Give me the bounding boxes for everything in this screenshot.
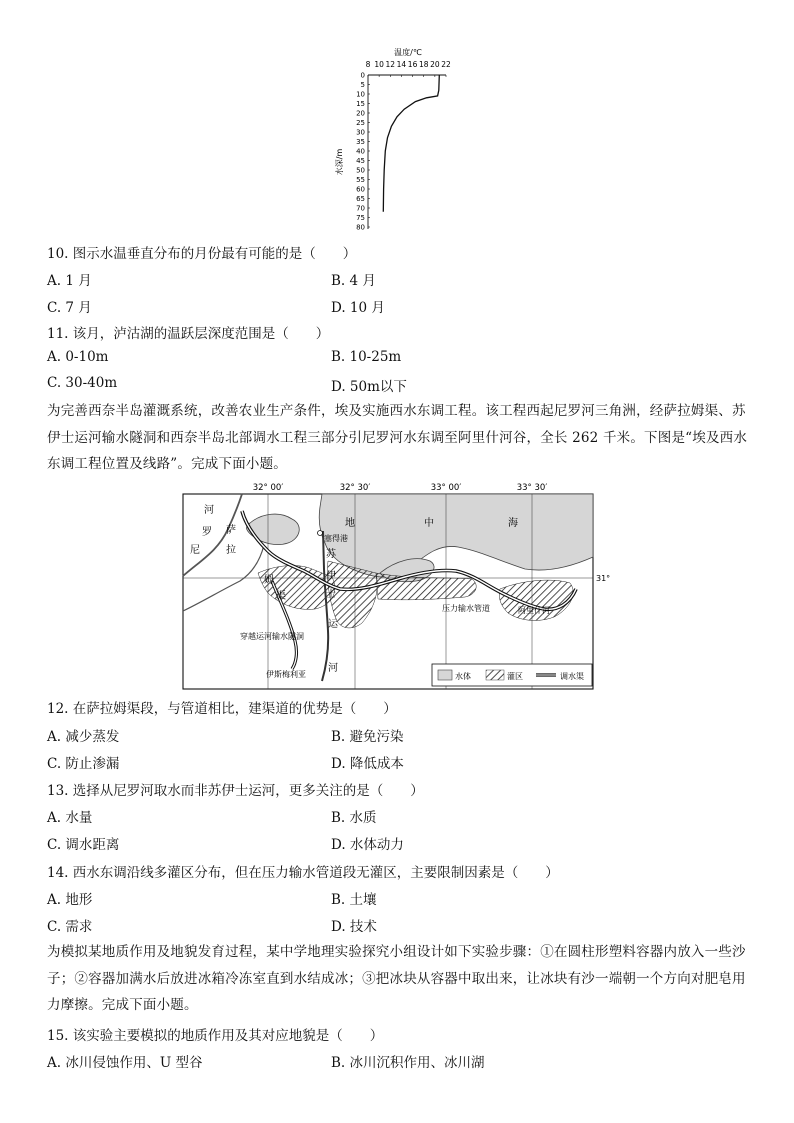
question-13-option-d: D. 水体动力 <box>331 837 404 853</box>
x-tick-label: 8 <box>365 60 371 69</box>
y-tick-label: 65 <box>356 194 365 203</box>
lon-label-33-00: 33° 00′ <box>430 483 462 493</box>
passage-glacier-experiment: 为模拟某地质作用及地貌发育过程，某中学地理实验探究小组设计如下实验步骤：①在圆柱形塑料容器内放入一些沙子；②容器加满水后放进冰箱冷冻室直到水结成冰；③把冰块从容器中取出来，让冰块有沙一端朝一个方向对肥皂用力摩擦。完成下面小题。 <box>47 944 746 1013</box>
question-14-stem: 14. 西水东调沿线多灌区分布，但在压力输水管道段无灌区，主要限制因素是（ ） <box>47 865 559 881</box>
question-15-stem: 15. 该实验主要模拟的地质作用及其对应地貌是（ ） <box>47 1028 384 1044</box>
nile-char-2: 罗 <box>202 527 212 538</box>
suez-char-1: 苏 <box>326 549 336 560</box>
question-11-option-c: C. 30-40m <box>47 375 118 391</box>
port-said-marker <box>318 531 323 536</box>
x-tick-label: 20 <box>430 60 440 69</box>
question-14-option-c: C. 需求 <box>47 919 93 935</box>
chart-ylabel: 水深/m <box>335 148 344 176</box>
question-15-option-b: B. 冰川沉积作用、冰川湖 <box>331 1055 485 1071</box>
arish-label: 阿里什河 <box>518 606 550 615</box>
nile-char-3: 尼 <box>190 545 200 556</box>
y-tick-label: 20 <box>356 109 365 118</box>
nile-char-1: 河 <box>204 505 214 516</box>
y-tick-label: 45 <box>356 156 365 165</box>
port-said-label: 塞得港 <box>324 534 348 543</box>
legend-irrigation-swatch <box>486 670 504 680</box>
sea-char-3: 海 <box>508 518 518 529</box>
salam-char-1: 萨 <box>226 525 236 536</box>
temperature-profile-line <box>383 75 439 212</box>
tunnel-label: 穿越运河输水隧洞 <box>240 632 304 641</box>
question-12-option-b: B. 避免污染 <box>331 729 404 745</box>
y-tick-label: 0 <box>360 71 365 80</box>
y-tick-label: 50 <box>356 166 365 175</box>
lat-label-31: 31° <box>596 574 611 583</box>
chart-xlabel: 温度/℃ <box>394 48 422 57</box>
question-12-stem: 12. 在萨拉姆渠段，与管道相比，建渠道的优势是（ ） <box>47 701 397 717</box>
y-tick-label: 10 <box>356 90 365 99</box>
question-13-option-c: C. 调水距离 <box>47 837 120 853</box>
y-tick-label: 60 <box>356 185 365 194</box>
temperature-depth-chart <box>330 44 460 236</box>
lon-label-33-30: 33° 30′ <box>516 483 548 493</box>
passage-water-transfer: 为完善西奈半岛灌溉系统，改善农业生产条件，埃及实施西水东调工程。该工程西起尼罗河三角洲，经萨拉姆渠、苏伊士运河输水隧洞和西奈半岛北部调水工程三部分引尼罗河水东调至阿里什河谷，全长 262 千米。下图是“埃及西水东调工程位置及线路”。完成下面小题。 <box>47 403 748 472</box>
question-12-option-d: D. 降低成本 <box>331 756 404 772</box>
salam-char-4: 渠 <box>276 591 286 602</box>
sea-char-1: 地 <box>345 518 355 529</box>
salam-char-3: 姆 <box>264 575 274 586</box>
y-tick-label: 70 <box>356 204 365 213</box>
legend-canal-label: 调水渠 <box>560 672 584 681</box>
question-13-stem: 13. 选择从尼罗河取水而非苏伊士运河，更多关注的是（ ） <box>47 783 424 799</box>
x-tick-label: 14 <box>396 60 407 69</box>
question-14-option-b: B. 土壤 <box>331 892 377 908</box>
y-tick-label: 40 <box>356 147 365 156</box>
question-11-option-b: B. 10-25m <box>331 349 402 365</box>
y-tick-label: 30 <box>356 128 365 137</box>
question-11-option-d: D. 50m以下 <box>331 379 407 395</box>
question-11-stem: 11. 该月，泸沽湖的温跃层深度范围是（ ） <box>47 326 330 342</box>
question-15-option-a: A. 冰川侵蚀作用、U 型谷 <box>47 1055 203 1071</box>
y-tick-label: 15 <box>356 99 365 108</box>
question-10-option-c: C. 7 月 <box>47 300 92 316</box>
water-transfer-map <box>180 481 611 691</box>
suez-char-5: 河 <box>328 663 338 674</box>
question-10-option-a: A. 1 月 <box>47 273 92 289</box>
x-tick-label: 10 <box>374 60 384 69</box>
ismailia-label: 伊斯梅利亚 <box>266 670 306 679</box>
y-tick-label: 75 <box>356 213 365 222</box>
x-tick-labels <box>366 60 451 77</box>
salam-char-2: 拉 <box>226 545 236 556</box>
sea-char-2: 中 <box>424 518 434 529</box>
question-10-option-d: D. 10 月 <box>331 300 385 316</box>
legend-water-label: 水体 <box>455 672 471 681</box>
pipeline-label: 压力输水管道 <box>442 604 490 613</box>
suez-char-4: 运 <box>328 619 338 630</box>
x-tick-label: 16 <box>407 60 418 69</box>
y-tick-label: 80 <box>356 223 365 232</box>
question-14-option-d: D. 技术 <box>331 919 377 935</box>
y-tick-label: 5 <box>360 80 365 89</box>
x-tick-label: 18 <box>418 60 429 69</box>
suez-char-3: 士 <box>326 589 336 600</box>
question-12-option-c: C. 防止渗漏 <box>47 756 120 772</box>
question-13-option-b: B. 水质 <box>331 810 377 826</box>
question-12-option-a: A. 减少蒸发 <box>47 729 120 745</box>
y-tick-label: 25 <box>356 118 365 127</box>
question-13-option-a: A. 水量 <box>47 810 93 826</box>
question-11-option-a: A. 0-10m <box>47 349 109 365</box>
y-tick-label: 35 <box>356 137 365 146</box>
legend-water-swatch <box>438 670 452 680</box>
x-tick-label: 12 <box>385 60 396 69</box>
suez-char-2: 伊 <box>326 571 336 582</box>
question-10-option-b: B. 4 月 <box>331 273 376 289</box>
question-10-stem: 10. 图示水温垂直分布的月份最有可能的是（ ） <box>47 246 357 262</box>
lon-label-32-00: 32° 00′ <box>252 483 284 493</box>
legend-irrigation-label: 灌区 <box>507 672 523 681</box>
y-tick-label: 55 <box>356 175 365 184</box>
question-14-option-a: A. 地形 <box>47 892 93 908</box>
lon-label-32-30: 32° 30′ <box>339 483 371 493</box>
x-tick-label: 22 <box>441 60 451 69</box>
